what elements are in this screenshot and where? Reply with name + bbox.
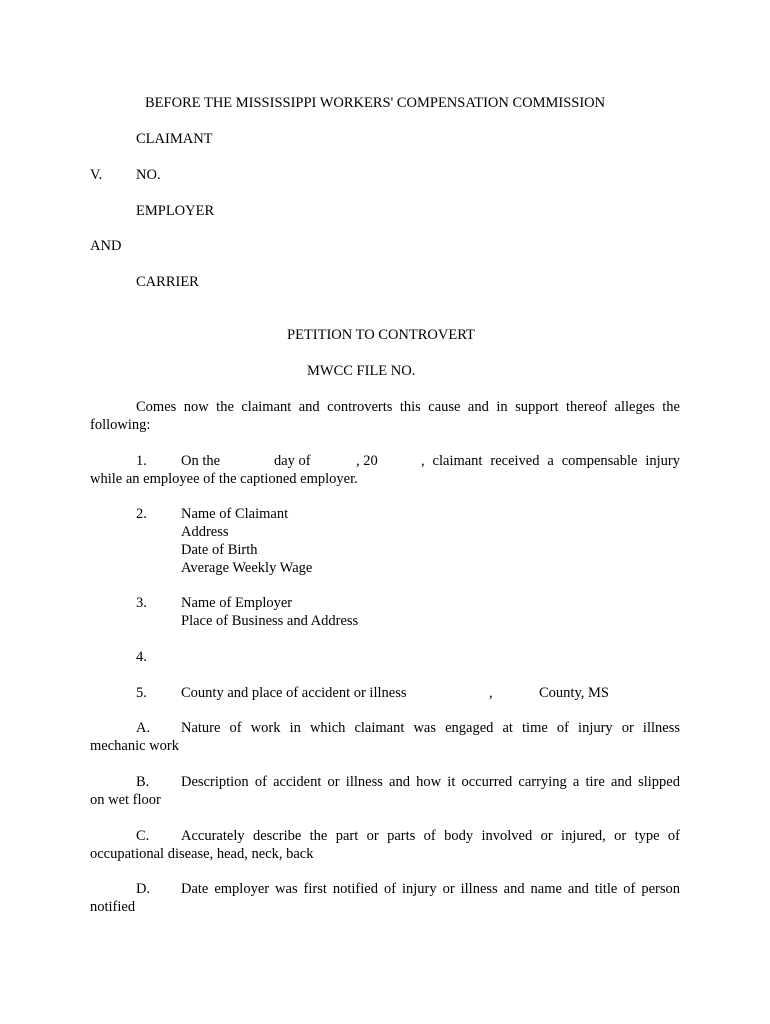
item-5-number: 5. bbox=[136, 685, 147, 701]
and-label: AND bbox=[90, 238, 122, 254]
item-d-letter: D. bbox=[136, 881, 151, 897]
item-1-number: 1. bbox=[136, 453, 147, 469]
item-a-line-2: mechanic work bbox=[90, 738, 179, 754]
document-title: PETITION TO CONTROVERT bbox=[287, 327, 475, 343]
versus-label: V. bbox=[90, 167, 103, 183]
carrier-label: CARRIER bbox=[136, 274, 199, 290]
item-a-letter: A. bbox=[136, 720, 151, 736]
county-label: County, MS bbox=[539, 685, 609, 701]
employer-address-label: Place of Business and Address bbox=[181, 613, 359, 629]
item-c-letter: C. bbox=[136, 828, 150, 844]
date-of-birth-label: Date of Birth bbox=[181, 542, 258, 558]
average-weekly-wage-label: Average Weekly Wage bbox=[181, 560, 313, 576]
item-1-on-the: On the bbox=[181, 453, 221, 469]
item-c-line-2: occupational disease, head, neck, back bbox=[90, 846, 314, 862]
item-1-year: , 20 bbox=[356, 453, 378, 469]
item-b-line-2: on wet floor bbox=[90, 792, 161, 808]
item-c-line-1: Accurately describe the part or parts of body involved or injured, or type of bbox=[181, 828, 680, 844]
item-b-line-1: Description of accident or illness and how it occurred carrying a tire and slipped bbox=[181, 774, 680, 790]
commission-header: BEFORE THE MISSISSIPPI WORKERS' COMPENSATION COMMISSION bbox=[145, 95, 606, 111]
claimant-address-label: Address bbox=[181, 524, 229, 540]
file-number-label: MWCC FILE NO. bbox=[307, 363, 416, 379]
item-a-line-1: Nature of work in which claimant was engaged at time of injury or illness bbox=[181, 720, 680, 736]
accident-place-label: County and place of accident or illness bbox=[181, 685, 407, 701]
case-number-label: NO. bbox=[136, 167, 161, 183]
county-comma: , bbox=[489, 685, 493, 701]
item-d-line-2: notified bbox=[90, 899, 136, 915]
item-4-number: 4. bbox=[136, 649, 147, 665]
item-3-number: 3. bbox=[136, 595, 147, 611]
item-1-day-of: day of bbox=[274, 453, 311, 469]
claimant-label: CLAIMANT bbox=[136, 131, 213, 147]
item-2-number: 2. bbox=[136, 506, 147, 522]
employer-name-label: Name of Employer bbox=[181, 595, 293, 611]
item-1-rest: , claimant received a compensable injury bbox=[421, 453, 680, 469]
employer-label: EMPLOYER bbox=[136, 203, 215, 219]
intro-line-2: following: bbox=[90, 417, 151, 433]
item-1-line-2: while an employee of the captioned employer. bbox=[90, 471, 358, 487]
item-b-letter: B. bbox=[136, 774, 150, 790]
claimant-name-label: Name of Claimant bbox=[181, 506, 289, 522]
intro-line-1: Comes now the claimant and controverts this cause and in support thereof alleges the bbox=[136, 399, 680, 415]
item-d-line-1: Date employer was first notified of injury or illness and name and title of person bbox=[181, 881, 680, 897]
